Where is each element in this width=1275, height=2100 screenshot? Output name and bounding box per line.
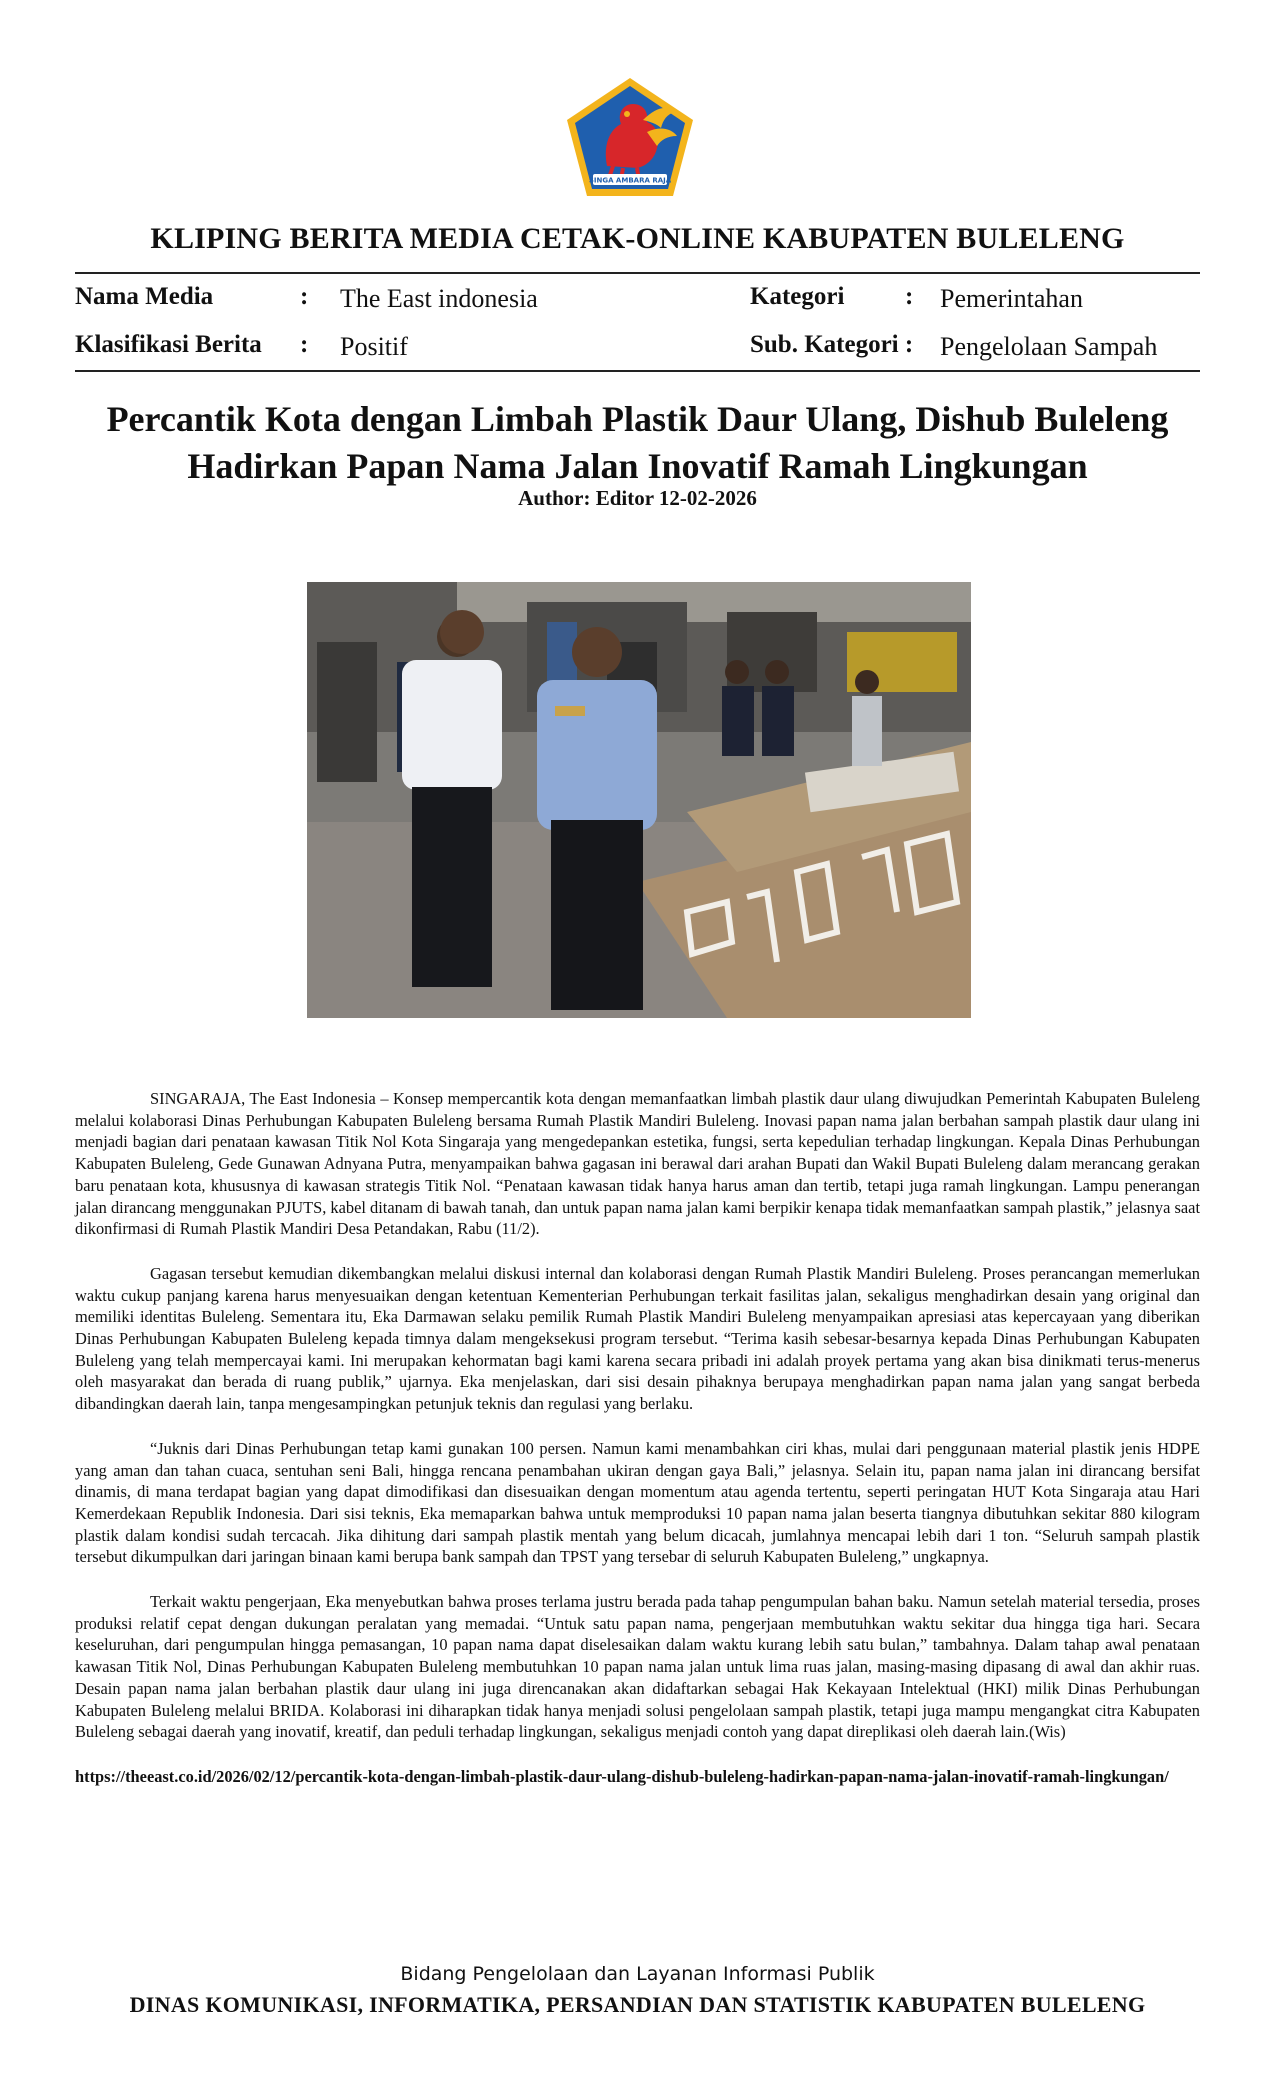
category-value: Pemerintahan xyxy=(940,284,1083,313)
article-paragraph: “Juknis dari Dinas Perhubungan tetap kami gunakan 100 persen. Namun kami menambahkan ciri khas, mulai dari penggunaan material plastik jenis HDPE yang aman dan tahan cuaca, sentuhan seni Bali, hingga rencana penambahan ukiran dengan gaya Bali,” jelasnya. Selain itu, papan nama jalan ini dirancang bersifat dinamis, di mana terdapat bagian yang dapat dimodifikasi dan disesuaikan dengan momentum atau agenda tertentu, seperti peringatan HUT Kota Singaraja atau Hari Kemerdekaan Republik Indonesia. Dari sisi teknis, Eka memaparkan bahwa untuk memproduksi 10 papan nama jalan beserta tiangnya dibutuhkan sekitar 880 kilogram plastik dalam kondisi sudah tercacah. Jika dihitung dari sampah plastik mentah yang belum dicacah, jumlahnya mencapai lebih dari 1 ton. “Seluruh sampah plastik tersebut dikumpulkan dari jaringan binaan kami berupa bank sampah dan TPST yang tersebar di seluruh Kabupaten Buleleng,” ungkapnya. xyxy=(75,1438,1200,1567)
category-label: Kategori xyxy=(750,283,845,310)
buleleng-logo xyxy=(563,74,697,200)
logo-motto: SINGA AMBARA RAJA xyxy=(588,176,672,185)
media-label: Nama Media xyxy=(75,283,214,310)
footer-agency: DINAS KOMUNIKASI, INFORMATIKA, PERSANDIAN DAN STATISTIK KABUPATEN BULELENG xyxy=(129,1992,1146,2017)
subcategory-value: Pengelolaan Sampah xyxy=(940,332,1158,361)
article-byline: Author: Editor 12-02-2026 xyxy=(518,486,757,510)
category-colon: : xyxy=(905,283,914,310)
person-officer-left xyxy=(402,610,502,987)
media-value: The East indonesia xyxy=(340,284,538,313)
article-photo xyxy=(307,582,971,1018)
classification-value: Positif xyxy=(340,332,408,361)
article-paragraph: Gagasan tersebut kemudian dikembangkan melalui diskusi internal dan kolaborasi dengan Rumah Plastik Mandiri Buleleng. Proses perancangan memerlukan waktu cukup panjang karena harus menyesuaikan dengan ketentuan Kementerian Perhubungan terkait fasilitas jalan, sekaligus menghadirkan desain yang original dan memiliki identitas Buleleng. Sementara itu, Eka Darmawan selaku pemilik Rumah Plastik Mandiri Buleleng menyampaikan apresiasi atas kepercayaan yang diberikan Dinas Perhubungan Kabupaten Buleleng kepada timnya dalam mengeksekusi program tersebut. “Terima kasih sebesar-besarnya kepada Dinas Perhubungan Kabupaten Buleleng yang telah mempercayai kami. Ini merupakan kehormatan bagi kami karena secara pribadi ini adalah proyek pertama yang akan bisa dinikmati terus-menerus oleh masyarakat dan berada di ruang publik,” ujarnya. Eka menjelaskan, dari sisi desain pihaknya berupaya menghadirkan papan nama jalan yang sangat berbeda dibandingkan daerah lain, tanpa mengesampingkan petunjuk teknis dan regulasi yang berlaku. xyxy=(75,1263,1200,1414)
classification-label: Klasifikasi Berita xyxy=(75,331,262,358)
article-headline: Percantik Kota dengan Limbah Plastik Daur Ulang, Dishub Buleleng Hadirkan Papan Nama Jalan Inovatif Ramah Lingkungan xyxy=(106,399,1169,486)
article-paragraph: Terkait waktu pengerjaan, Eka menyebutkan bahwa proses terlama justru berada pada tahap pengumpulan bahan baku. Namun setelah material tersedia, proses produksi relatif cepat dengan dukungan peralatan yang memadai. “Untuk satu papan nama, pengerjaan membutuhkan waktu sekitar dua hingga tiga hari. Secara keseluruhan, dari pengumpulan hingga pemasangan, 10 papan nama dapat diselesaikan dalam waktu kurang lebih satu bulan,” tambahnya. Dalam tahap awal penataan kawasan Titik Nol, Dinas Perhubungan Kabupaten Buleleng membutuhkan 10 papan nama jalan untuk lima ruas jalan, masing-masing dipasang di awal dan akhir ruas. Desain papan nama jalan berbahan plastik daur ulang ini juga direncanakan akan didaftarkan sebagai Hak Kekayaan Intelektual (HKI) milik Dinas Perhubungan Kabupaten Buleleng melalui BRIDA. Kolaborasi ini diharapkan tidak hanya menjadi solusi pengelolaan sampah plastik, tetapi juga mampu mengangkat citra Kabupaten Buleleng sebagai daerah yang inovatif, kreatif, dan peduli terhadap lingkungan, sekaligus menjadi contoh yang dapat direplikasi oleh daerah lain.(Wis) xyxy=(75,1592,1200,1742)
article-body xyxy=(75,1088,1200,1788)
person-officer-right xyxy=(537,627,657,1010)
classification-colon: : xyxy=(300,331,309,358)
subcategory-label: Sub. Kategori : xyxy=(750,331,914,358)
footer-department: Bidang Pengelolaan dan Layanan Informasi Publik xyxy=(400,1963,875,1985)
header-divider-top xyxy=(75,272,1200,274)
source-link[interactable]: https://theeast.co.id/2026/02/12/percantik-kota-dengan-limbah-plastik-daur-ulang-dishub-buleleng-hadirkan-papan-nama-jalan-inovatif-ramah-lingkungan/ xyxy=(75,1766,1169,1786)
article-paragraph: SINGARAJA, The East Indonesia – Konsep mempercantik kota dengan memanfaatkan limbah plastik daur ulang diwujudkan Pemerintah Kabupaten Buleleng melalui kolaborasi Dinas Perhubungan Kabupaten Buleleng bersama Rumah Plastik Mandiri Buleleng. Inovasi papan nama jalan berbahan sampah plastik daur ulang ini menjadi bagian dari penataan kawasan Titik Nol Kota Singaraja yang mengedepankan estetika, fungsi, serta kepedulian terhadap lingkungan. Kepala Dinas Perhubungan Kabupaten Buleleng, Gede Gunawan Adnyana Putra, menyampaikan bahwa gagasan ini berawal dari arahan Bupati dan Wakil Bupati Buleleng dalam merancang gerakan baru penataan kota, khususnya di kawasan strategis Titik Nol. “Penataan kawasan tidak hanya harus aman dan tertib, tetapi juga ramah lingkungan. Lampu penerangan jalan dirancang menggunakan PJUTS, kabel ditanam di bawah tanah, dan untuk papan nama jalan kami berpikir kenapa tidak memanfaatkan sampah plastik,” jelasnya saat dikonfirmasi di Rumah Plastik Mandiri Desa Petandakan, Rabu (11/2). xyxy=(75,1089,1200,1239)
media-colon: : xyxy=(300,283,309,310)
header-divider-bottom xyxy=(75,370,1200,372)
clipping-title: KLIPING BERITA MEDIA CETAK-ONLINE KABUPATEN BULELENG xyxy=(150,222,1125,255)
